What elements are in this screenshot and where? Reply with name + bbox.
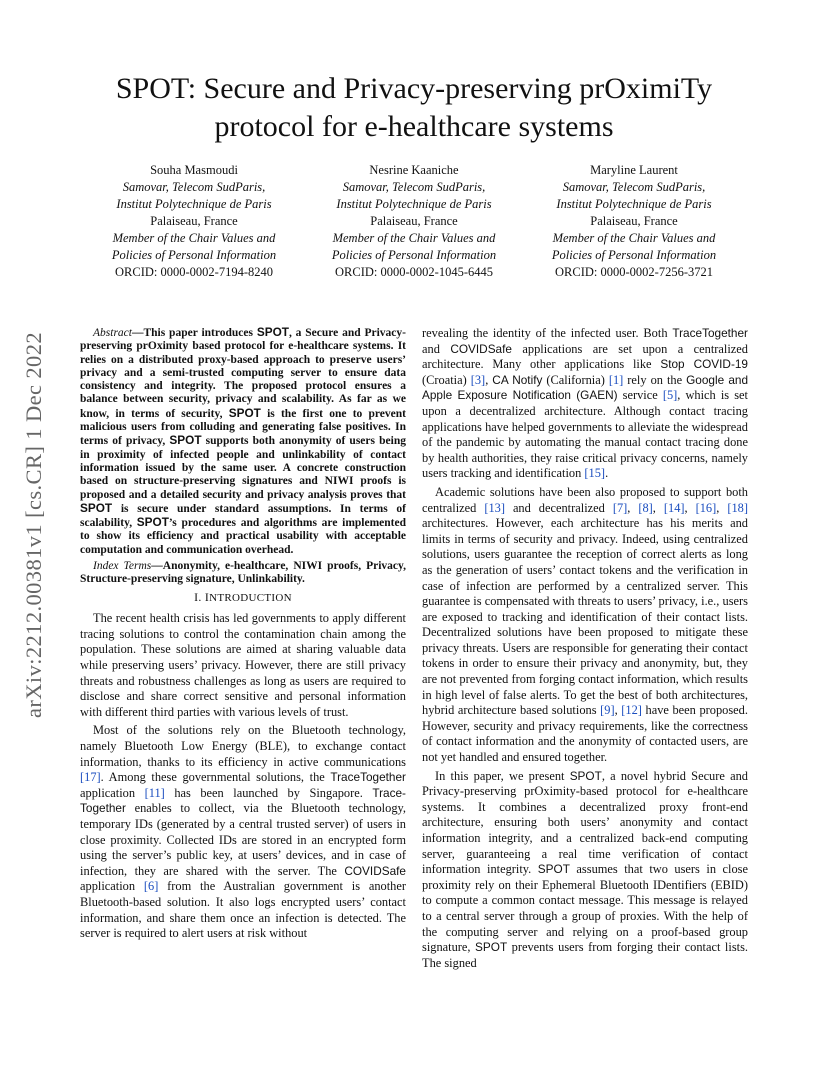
citation-link[interactable]: [8] <box>638 500 653 515</box>
citation-link[interactable]: [14] <box>663 500 685 515</box>
left-column <box>80 326 406 945</box>
author-city: Palaiseau, France <box>150 214 238 228</box>
author-orcid: ORCID: 0000-0002-1045-6445 <box>335 265 493 279</box>
intro-paragraph-1: The recent health crisis has led governments to apply different tracing solutions to control the contamination chain among the population. These solutions are aimed at sharing valuable data while preserving users’ privacy. However, there are still privacy threats and robustness challenges as long as users are required to disclose and share correct sensitive and personal information with different third parties with various levels of trust. <box>80 611 406 719</box>
author-name: Maryline Laurent <box>590 163 678 177</box>
author-block-2 <box>299 162 529 281</box>
citation-link[interactable]: [1] <box>608 372 624 387</box>
paper-title <box>60 70 768 146</box>
author-city: Palaiseau, France <box>370 214 458 228</box>
intro-paragraph-3: revealing the identity of the infected user. Both TraceTogether and COVIDSafe applications are set upon a centralized architecture. Many other applications like Stop COVID-19 (Croatia) [3], CA Notify (California) [1] rely on the Google and Apple Exposure Notification (GAEN) service [5], which is set upon a decentralized architecture. Although contact tracing applications have helped governments to alleviate the widespread of the pandemic by automating the manual contact tracing done by health authorities, they raise critical privacy concerns, namely users tracking and identification [15]. <box>422 326 749 481</box>
author-chair-2: Policies of Personal Information <box>111 248 277 262</box>
author-chair-2: Policies of Personal Information <box>331 248 497 262</box>
abstract: Abstract—This paper introduces SPOT, a Secure and Privacy-preserving prOximity based protocol for e-healthcare systems. It relies on a distributed proxy-based approach to preserve users’ privacy and a semi-trusted computing server to ensure data consistency and integrity. The proposed protocol ensures a balance between security, privacy and scalability. As far as we know, in terms of security, SPOT is the first one to prevent malicious users from colluding and generating false positives. In terms of privacy, SPOT supports both anonymity of users being in proximity of infected people and unlinkability of contact information issued by the same user. A concrete construction based on structure-preserving signatures and NIWI proofs is proposed and a detailed security and privacy analysis proves that SPOT is secure under standard assumptions. In terms of scalability, SPOT’s procedures and algorithms are implemented to show its efficiency and practical usability with acceptable computation and communication overhead. <box>80 325 407 556</box>
citation-link[interactable]: [7] <box>612 500 628 515</box>
author-orcid: ORCID: 0000-0002-7256-3721 <box>555 265 713 279</box>
title-line-2: protocol for e-healthcare systems <box>214 110 614 143</box>
author-city: Palaiseau, France <box>590 214 678 228</box>
title-line-1: SPOT: Secure and Privacy-preserving prOximiTy <box>115 72 713 105</box>
intro-paragraph-4: Academic solutions have been also proposed to support both centralized [13] and decentralized [7], [8], [14], [16], [18] architectures. However, each architecture has his merits and limits in terms of security and privacy. Indeed, using centralized solutions, users guarantee the reception of correct alerts as long as the generation of users’ contact tokens and the verification in case of infection are performed by a centralized server. This guarantee is compensated with threats to users’ privacy, i.e., users are exposed to tracking and identification of their contact lists. Decentralized solutions have been proposed to mitigate these privacy threats. Users are responsible for generating their contact tokens in order to ensure their privacy and anonymity, but, they are not prevented from forging contact information, which results in high level of false alerts. To get the best of both architectures, hybrid architecture based solutions [9], [12] have been proposed. However, security and privacy requirements, like the correctness of contact information and the anonymity of contacted users, are not yet handled and ensured together. <box>422 484 748 765</box>
citation-link[interactable]: [13] <box>484 500 505 515</box>
author-affiliation: Samovar, Telecom SudParis, <box>342 180 486 194</box>
citation-link[interactable]: [6] <box>143 879 159 894</box>
author-block-3 <box>519 162 749 281</box>
citation-link[interactable]: [12] <box>621 703 642 718</box>
author-institute: Institut Polytechnique de Paris <box>336 197 492 211</box>
intro-paragraph-2: Most of the solutions rely on the Bluetooth technology, namely Bluetooth Low Energy (BLE), to exchange contact information, thanks to its efficiency in active communications [17]. Among these governmental solutions, the TraceTogether application [11] has been launched by Singapore. Trace-Together enables to collect, via the Bluetooth technology, temporary IDs (generated by a central trusted server) of users in close proximity. Collected IDs are stored in an encrypted form using the server’s public key, at users’ devices, and in case of infection, they are shared with the server. The COVIDSafe application [6] from the Australian government is another Bluetooth-based solution. It also logs encrypted users’ contact information, and share them once an infection is detected. The server is required to alert users at risk without <box>80 723 406 941</box>
right-column <box>422 326 748 974</box>
index-terms: Index Terms—Anonymity, e-healthcare, NIWI proofs, Privacy, Structure-preserving signature, Unlinkability. <box>80 560 406 586</box>
citation-link[interactable]: [3] <box>470 372 486 387</box>
author-name: Nesrine Kaaniche <box>369 163 459 177</box>
author-block-1 <box>79 162 309 281</box>
author-chair-2: Policies of Personal Information <box>551 248 717 262</box>
citation-link[interactable]: [18] <box>727 500 748 515</box>
citation-link[interactable]: [11] <box>144 785 165 800</box>
citation-link[interactable]: [9] <box>600 703 615 718</box>
author-chair-1: Member of the Chair Values and <box>112 231 276 245</box>
citation-link[interactable]: [15] <box>584 466 606 481</box>
author-orcid: ORCID: 0000-0002-7194-8240 <box>115 265 273 279</box>
section-heading-introduction: I. INTRODUCTION <box>194 589 292 604</box>
author-affiliation: Samovar, Telecom SudParis, <box>122 180 266 194</box>
author-chair-1: Member of the Chair Values and <box>552 231 716 245</box>
author-institute: Institut Polytechnique de Paris <box>556 197 712 211</box>
author-name: Souha Masmoudi <box>150 163 238 177</box>
author-chair-1: Member of the Chair Values and <box>332 231 496 245</box>
author-institute: Institut Polytechnique de Paris <box>116 197 272 211</box>
citation-link[interactable]: [17] <box>80 770 101 785</box>
arxiv-stamp: arXiv:2212.00381v1 [cs.CR] 1 Dec 2022 <box>21 332 46 718</box>
citation-link[interactable]: [16] <box>695 500 717 515</box>
author-affiliation: Samovar, Telecom SudParis, <box>562 180 706 194</box>
citation-link[interactable]: [5] <box>662 388 678 403</box>
intro-paragraph-5: In this paper, we present SPOT, a novel hybrid Secure and Privacy-preserving prOximity-based protocol for e-healthcare systems. It combines a decentralized proxy front-end architecture, ensuring both users’ anonymity and contact information integrity, and a centralized back-end computing server, guaranteeing a real time verification of contact information integrity. SPOT assumes that two users in close proximity rely on their Ephemeral Bluetooth IDentifiers (EBID) to compute a common contact message. This message is relayed to a central server through a group of proxies. With the help of the computing server and relying on a proof-based group signature, SPOT prevents users from forging their contact lists. The signed <box>422 768 748 970</box>
